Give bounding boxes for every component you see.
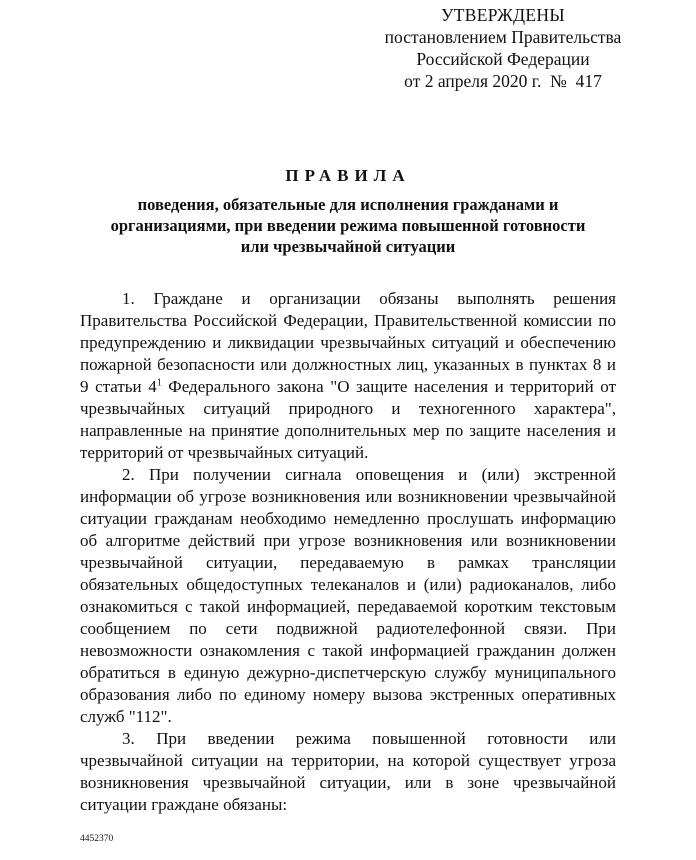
paragraph-3-number: 3. xyxy=(122,729,135,748)
paragraph-1-text-cont: Федерального закона "О защите населения и территорий от чрезвычайных ситуаций природного и техногенного характера", направленные на принятие дополнительных мер по защите населения и территорий от чрезвычайных ситуаций. xyxy=(80,377,616,462)
paragraph-1-text: Граждане и организации обязаны выполнять решения Правительства Российской Федерации, Правительственной комиссии по предупреждению и ликвидации чрезвычайных ситуаций и обеспечению пожарной безопасности или должностных лиц, указанных в пунктах 8 и 9 статьи 4 xyxy=(80,289,617,396)
subtitle-line-1: поведения, обязательные для исполнения гражданами и xyxy=(137,195,559,214)
paragraph-3-text: При введении режима повышенной готовности или чрезвычайной ситуации на территории, на которой существует угроза возникновения чрезвычайной ситуации, или в зоне чрезвычайной ситуации граждане обязаны: xyxy=(80,729,616,814)
subtitle-line-3: или чрезвычайной ситуации xyxy=(240,237,456,256)
approval-line-1: постановлением Правительства xyxy=(384,27,622,47)
approval-line-2: Российской Федерации xyxy=(416,49,590,69)
paragraph-3 xyxy=(80,728,616,816)
paragraph-1-number: 1. xyxy=(122,289,135,308)
paragraph-2 xyxy=(80,464,616,728)
document-title: ПРАВИЛА xyxy=(285,166,411,185)
paragraph-2-number: 2. xyxy=(122,465,135,484)
approval-date-number: от 2 апреля 2020 г. № 417 xyxy=(404,71,602,91)
paragraph-1 xyxy=(80,288,616,464)
subtitle-line-2: организациями, при введении режима повышенной готовности xyxy=(110,216,586,235)
document-body xyxy=(80,288,616,816)
superscript-1: 1 xyxy=(156,377,162,389)
approved-heading: УТВЕРЖДЕНЫ xyxy=(441,5,565,25)
paragraph-2-text: При получении сигнала оповещения и (или) экстренной информации об угрозе возникновения или возникновении чрезвычайной ситуации гражданам необходимо немедленно прослушать информацию об алгоритме действий при угрозе возникновения или возникновении чрезвычайной ситуации, передаваемую в рамках трансляции обязательных общедоступных телеканалов и (или) радиоканалов, либо ознакомиться с такой информацией, передаваемой коротким текстовым сообщением по сети подвижной радиотелефонной связи. При невозможности ознакомления с такой информацией гражданин должен обратиться в единую дежурно-диспетчерскую службу муниципального образования либо по единому номеру вызова экстренных оперативных служб "112". xyxy=(80,465,617,726)
document-code: 4452370 xyxy=(80,834,114,844)
approval-stamp xyxy=(368,4,638,92)
document-subtitle xyxy=(100,194,596,257)
